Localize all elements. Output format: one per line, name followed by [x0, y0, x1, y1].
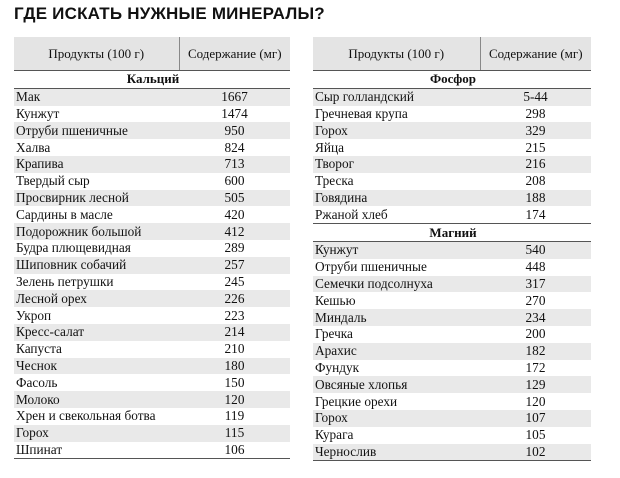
product-cell: Овсяные хлопья	[313, 376, 480, 393]
section-title: Фосфор	[313, 71, 591, 89]
product-cell: Подорожник большой	[14, 223, 179, 240]
table-row	[313, 241, 591, 258]
table-row	[313, 156, 591, 173]
value-cell: 214	[179, 324, 290, 341]
product-cell: Будра плющевидная	[16, 240, 131, 256]
value-cell: 119	[224, 408, 245, 424]
table-row	[14, 442, 290, 459]
table-row	[313, 309, 591, 326]
value-cell: 223	[224, 307, 245, 323]
value-cell: 107	[480, 410, 591, 427]
table-row	[14, 240, 290, 257]
value-cell: 420	[224, 206, 245, 222]
table-body	[313, 71, 591, 461]
product-cell: Горох	[313, 122, 480, 139]
product-cell: Гречневая крупа	[315, 105, 408, 121]
section-row	[313, 224, 591, 242]
product-cell: Кресс-салат	[14, 324, 179, 341]
table-row	[313, 139, 591, 156]
product-cell: Яйца	[315, 139, 345, 155]
product-cell: Грецкие орехи	[315, 393, 398, 409]
table-header	[14, 37, 290, 71]
product-cell: Кунжут	[313, 241, 480, 258]
product-cell: Горох	[14, 425, 179, 442]
header-content: Содержание (мг)	[480, 37, 591, 71]
product-cell: Ржаной хлеб	[315, 206, 388, 222]
table-row	[14, 88, 290, 105]
table-row	[14, 223, 290, 240]
value-cell: 120	[179, 391, 290, 408]
value-cell: 329	[480, 122, 591, 139]
table-row	[14, 307, 290, 324]
value-cell: 270	[525, 292, 546, 308]
table-row	[313, 122, 591, 139]
product-cell: Миндаль	[313, 309, 480, 326]
product-cell: Арахис	[313, 343, 480, 360]
table-row	[313, 292, 591, 309]
product-cell: Просвирник лесной	[14, 190, 179, 207]
table-row	[14, 122, 290, 139]
value-cell: 505	[179, 190, 290, 207]
value-cell: 448	[525, 259, 546, 275]
value-cell: 172	[525, 359, 546, 375]
product-cell: Сыр голландский	[313, 88, 480, 105]
product-cell: Говядина	[313, 190, 480, 207]
value-cell: 317	[480, 276, 591, 293]
product-cell: Курага	[315, 427, 354, 443]
table-row	[14, 374, 290, 391]
product-cell: Хрен и свекольная ботва	[16, 408, 156, 424]
table-row	[313, 343, 591, 360]
value-cell: 824	[224, 139, 245, 155]
product-cell: Шпинат	[14, 442, 179, 459]
table-row	[313, 427, 591, 444]
value-cell: 226	[179, 290, 290, 307]
table-row	[313, 444, 591, 461]
value-cell: 412	[179, 223, 290, 240]
product-cell: Молоко	[14, 391, 179, 408]
value-cell: 298	[525, 105, 546, 121]
section-row	[14, 71, 290, 89]
value-cell: 1667	[179, 88, 290, 105]
product-cell: Чернослив	[313, 444, 480, 461]
value-cell: 180	[179, 358, 290, 375]
product-cell: Фасоль	[16, 374, 58, 390]
product-cell: Кунжут	[16, 105, 60, 121]
product-cell: Чеснок	[14, 358, 179, 375]
table-row	[14, 341, 290, 358]
value-cell: 102	[480, 444, 591, 461]
product-cell: Мак	[14, 88, 179, 105]
value-cell: 208	[525, 173, 546, 189]
table-row	[313, 106, 591, 123]
product-cell: Лесной орех	[14, 290, 179, 307]
value-cell: 174	[525, 206, 546, 222]
value-cell: 188	[480, 190, 591, 207]
calcium-table	[14, 37, 290, 459]
product-cell: Капуста	[16, 341, 62, 357]
product-cell: Творог	[313, 156, 480, 173]
value-cell: 115	[179, 425, 290, 442]
table-row	[313, 393, 591, 410]
value-cell: 105	[525, 427, 546, 443]
table-row	[14, 290, 290, 307]
product-cell: Сардины в масле	[16, 206, 113, 222]
table-row	[14, 257, 290, 274]
table-row	[313, 360, 591, 377]
table-row	[313, 326, 591, 343]
table-row	[14, 190, 290, 207]
section-row	[313, 71, 591, 89]
product-cell: Твердый сыр	[16, 173, 90, 189]
value-cell: 129	[480, 376, 591, 393]
value-cell: 215	[525, 139, 546, 155]
product-cell: Горох	[313, 410, 480, 427]
table-row	[14, 106, 290, 123]
value-cell: 200	[525, 326, 546, 342]
value-cell: 120	[525, 393, 546, 409]
product-cell: Отруби пшеничные	[315, 259, 427, 275]
value-cell: 540	[480, 241, 591, 258]
product-cell: Кешью	[315, 292, 356, 308]
value-cell: 600	[224, 173, 245, 189]
table-row	[14, 139, 290, 156]
product-cell: Укроп	[16, 307, 52, 323]
table-row	[313, 190, 591, 207]
value-cell: 713	[179, 156, 290, 173]
header-product: Продукты (100 г)	[313, 37, 480, 71]
table-row	[14, 156, 290, 173]
table-row	[14, 425, 290, 442]
table-row	[313, 88, 591, 105]
value-cell: 182	[480, 343, 591, 360]
table-row	[14, 274, 290, 291]
table-row	[14, 391, 290, 408]
value-cell: 257	[179, 257, 290, 274]
phosphorus-magnesium-table	[313, 37, 591, 461]
value-cell: 216	[480, 156, 591, 173]
value-cell: 106	[179, 442, 290, 459]
value-cell: 234	[480, 309, 591, 326]
section-title: Кальций	[14, 71, 290, 89]
table-row	[14, 324, 290, 341]
table-row	[14, 408, 290, 425]
table-header	[313, 37, 591, 71]
page-title: ГДЕ ИСКАТЬ НУЖНЫЕ МИНЕРАЛЫ?	[14, 4, 325, 23]
value-cell: 950	[179, 122, 290, 139]
section-title: Магний	[313, 224, 591, 242]
product-cell: Халва	[16, 139, 51, 155]
product-cell: Шиповник собачий	[14, 257, 179, 274]
value-cell: 245	[224, 273, 245, 289]
value-cell: 150	[224, 374, 245, 390]
product-cell: Фундук	[315, 359, 360, 375]
table-row	[14, 358, 290, 375]
table-row	[313, 259, 591, 276]
value-cell: 5-44	[480, 88, 591, 105]
product-cell: Отруби пшеничные	[14, 122, 179, 139]
table-row	[313, 276, 591, 293]
table-body	[14, 71, 290, 459]
table-row	[14, 206, 290, 223]
table-row	[313, 206, 591, 223]
product-cell: Гречка	[315, 326, 353, 342]
product-cell: Крапива	[14, 156, 179, 173]
product-cell: Треска	[315, 173, 354, 189]
value-cell: 289	[224, 240, 245, 256]
header-product: Продукты (100 г)	[14, 37, 179, 71]
value-cell: 210	[224, 341, 245, 357]
value-cell: 1474	[221, 105, 248, 121]
table-row	[313, 376, 591, 393]
table-row	[14, 173, 290, 190]
product-cell: Зелень петрушки	[16, 273, 114, 289]
table-row	[313, 410, 591, 427]
header-content: Содержание (мг)	[179, 37, 290, 71]
product-cell: Семечки подсолнуха	[313, 276, 480, 293]
table-row	[313, 173, 591, 190]
